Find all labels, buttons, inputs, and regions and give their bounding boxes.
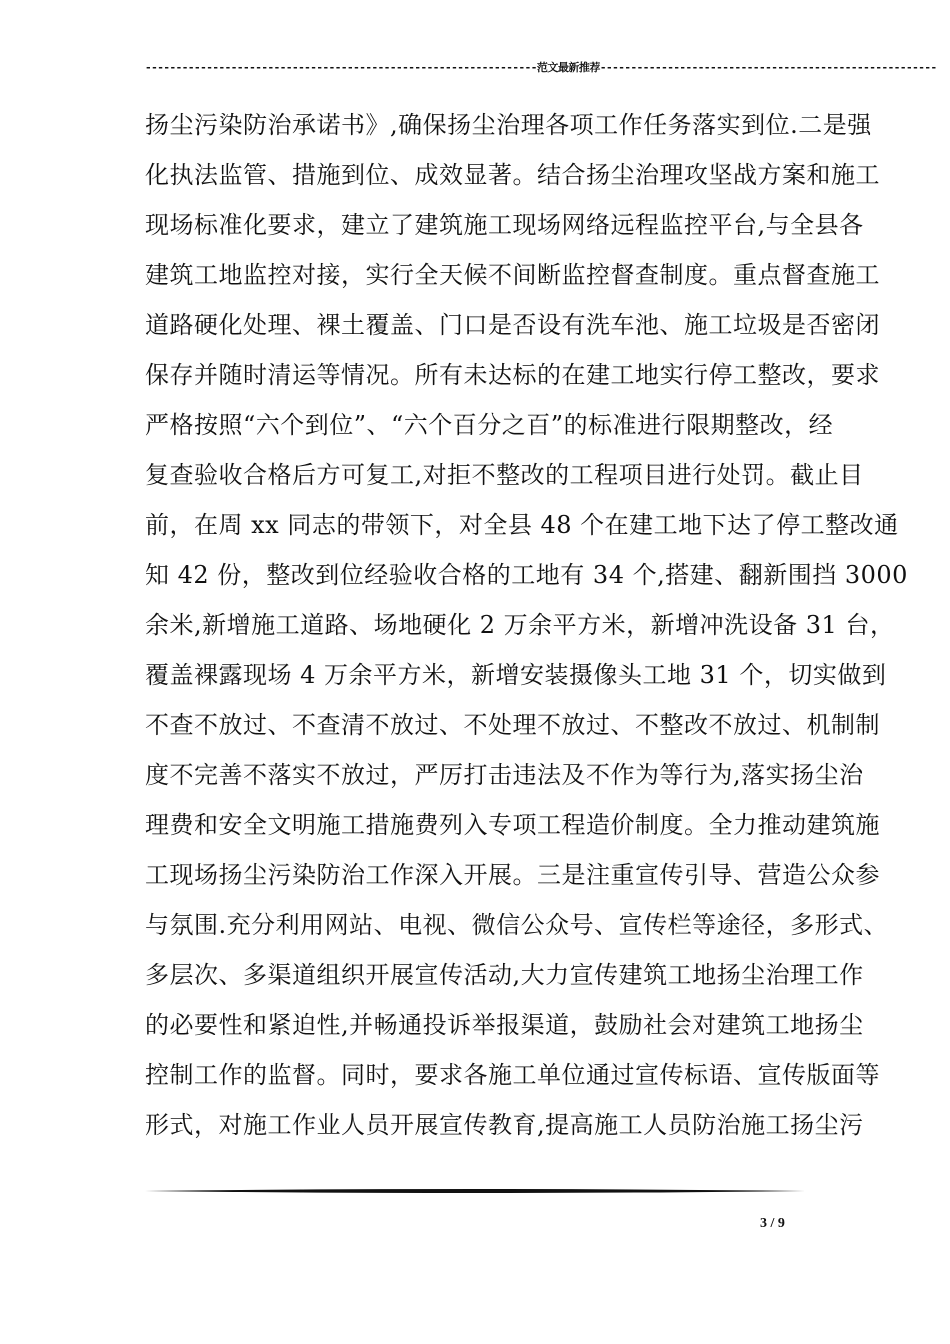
text-line: 的必要性和紧迫性,并畅通投诉举报渠道，鼓励社会对建筑工地扬尘 bbox=[145, 1011, 864, 1039]
header-dashes-right: ------------------------------------------------------- bbox=[599, 61, 937, 74]
document-body bbox=[145, 100, 908, 1150]
text-line: 度不完善不落实不放过，严厉打击违法及不作为等行为,落实扬尘治 bbox=[145, 761, 864, 789]
page-header bbox=[145, 58, 937, 78]
text-line: 知 42 份，整改到位经验收合格的工地有 34 个,搭建、翻新围挡 3000 bbox=[145, 561, 908, 589]
header-title: 范文最新推荐 bbox=[536, 61, 600, 74]
text-line: 道路硬化处理、裸土覆盖、门口是否设有洗车池、施工垃圾是否密闭 bbox=[145, 311, 880, 339]
text-line: 现场标准化要求，建立了建筑施工现场网络远程监控平台,与全县各 bbox=[145, 211, 864, 239]
text-line: 工现场扬尘污染防治工作深入开展。三是注重宣传引导、营造公众参 bbox=[145, 861, 880, 889]
text-line: 覆盖裸露现场 4 万余平方米，新增安装摄像头工地 31 个，切实做到 bbox=[145, 661, 887, 689]
header-dashes-left: ---------------------------------------------------------------- bbox=[145, 61, 537, 74]
text-line: 不查不放过、不查清不放过、不处理不放过、不整改不放过、机制制 bbox=[145, 711, 880, 739]
text-line: 余米,新增施工道路、场地硬化 2 万余平方米，新增冲洗设备 31 台， bbox=[145, 611, 895, 639]
text-line: 化执法监管、措施到位、成效显著。结合扬尘治理攻坚战方案和施工 bbox=[145, 161, 880, 189]
text-line: 严格按照“六个到位”、“六个百分之百”的标准进行限期整改，经 bbox=[145, 411, 834, 439]
text-line: 控制工作的监督。同时，要求各施工单位通过宣传标语、宣传版面等 bbox=[145, 1061, 880, 1089]
text-line: 建筑工地监控对接，实行全天候不间断监控督查制度。重点督查施工 bbox=[145, 261, 880, 289]
text-line: 多层次、多渠道组织开展宣传活动,大力宣传建筑工地扬尘治理工作 bbox=[145, 961, 864, 989]
text-line: 扬尘污染防治承诺书》,确保扬尘治理各项工作任务落实到位.二是强 bbox=[145, 111, 872, 139]
text-line: 理费和安全文明施工措施费列入专项工程造价制度。全力推动建筑施 bbox=[145, 811, 880, 839]
text-line: 与氛围.充分利用网站、电视、微信公众号、宣传栏等途径，多形式、 bbox=[145, 911, 889, 939]
text-line: 形式，对施工作业人员开展宣传教育,提高施工人员防治施工扬尘污 bbox=[145, 1111, 864, 1139]
page-number: 3 / 9 bbox=[760, 1216, 785, 1231]
text-line: 前，在周 xx 同志的带领下，对全县 48 个在建工地下达了停工整改通 bbox=[145, 511, 899, 539]
footer-divider bbox=[145, 1186, 805, 1196]
text-line: 复查验收合格后方可复工,对拒不整改的工程项目进行处罚。截止目 bbox=[145, 461, 864, 489]
text-line: 保存并随时清运等情况。所有未达标的在建工地实行停工整改，要求 bbox=[145, 361, 880, 389]
